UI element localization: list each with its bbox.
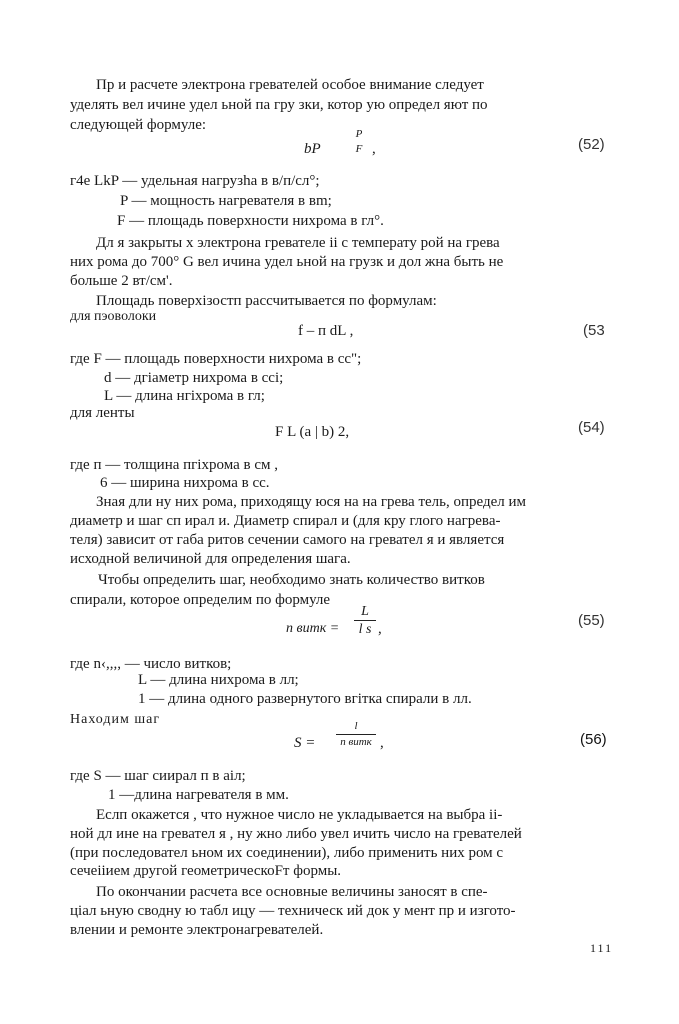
text-line: где п — толщина пгіхрома в см ,	[70, 457, 278, 473]
text-line: 1 — длина одного развернутого вгітка спирали в лл.	[138, 691, 472, 707]
equation-52-denominator: F	[355, 143, 363, 155]
equation-54: F L (a | b) 2,	[275, 424, 350, 440]
text-line: влении и ремонте электронагревателей.	[70, 922, 324, 938]
equation-55-numerator: L	[361, 604, 369, 619]
equation-number: (54)	[578, 419, 605, 436]
text-line: ціал ьную сводну ю табл ицу — техническ ий док у мент пр и изгото-	[70, 903, 516, 919]
equation-52-fraction	[350, 128, 368, 155]
equation-56-tail: ,	[380, 735, 384, 751]
text-line: Площадь поверхізостп рассчитывается по формулам:	[96, 293, 437, 309]
equation-number: (53	[583, 322, 605, 339]
equation-55-lhs: n витк =	[286, 621, 340, 636]
text-line: них рома до 700° G вел ичина удел ьной на грузк и дол жна быть не	[70, 254, 504, 270]
equation-55-denominator: l s	[358, 622, 372, 637]
text-line: Находим шаг	[70, 712, 161, 727]
text-line: больше 2 вт/см'.	[70, 273, 173, 289]
text-line: где F — площадь поверхности нихрома в сс";	[70, 351, 362, 367]
equation-56-numerator: l	[354, 720, 358, 732]
text-line: Дл я закрыты х электрона гревателе іі с температу рой на грева	[96, 235, 500, 251]
text-line: По окончании расчета все основные величины заносят в спе-	[96, 884, 488, 900]
text-line: следующей формуле:	[70, 117, 207, 133]
equation-number: (52)	[578, 136, 605, 153]
text-line: (при последовател ьном их соединении), либо применить них ром с	[70, 845, 504, 861]
text-line: Чтобы определить шаг, необходимо знать количество витков	[98, 572, 485, 588]
text-line: Зная дли ну них рома, приходящу юся на на грева тель, определ им	[96, 494, 527, 510]
equation-number: (56)	[580, 731, 607, 748]
equation-56-lhs: S =	[294, 735, 316, 751]
fraction-bar	[350, 141, 368, 142]
text-line: уделять вел ичине удел ьной па гру зки, котор ую определ яют по	[70, 97, 488, 113]
fraction-bar	[354, 620, 376, 621]
text-line: 6 — ширина нихрома в сс.	[100, 475, 270, 491]
text-line: 1 —длина нагревателя в мм.	[108, 787, 289, 803]
equation-56-denominator: n витк	[340, 736, 372, 748]
text-line: теля) зависит от габа ритов сечении самого на гревател я и является	[70, 532, 505, 548]
equation-number: (55)	[578, 612, 605, 629]
equation-52-lhs: bP	[304, 141, 321, 157]
text-line: L — длина нихрома в лл;	[138, 672, 299, 688]
text-line: где S — шаг сиирал п в аіл;	[70, 768, 246, 784]
equation-55-tail: ,	[378, 621, 382, 637]
equation-55-fraction	[354, 604, 376, 637]
text-line: диаметр и шаг сп ирал и. Диаметр спирал и (для кру глого нагрева-	[70, 513, 501, 529]
text-line: исходной величиной для определения шага.	[70, 551, 351, 567]
equation-52-tail: ,	[372, 141, 376, 157]
text-line: Еслп окажется , что нужное число не укладывается на выбра іі-	[96, 807, 503, 823]
text-line: сечеііием другой геометрическоFт формы.	[70, 863, 342, 879]
text-line: F — площадь поверхности нихрома в гл°.	[117, 213, 384, 229]
text-line: где n‹,,,, — число витков;	[70, 656, 232, 672]
equation-53: f – п dL ,	[298, 323, 354, 339]
text-line: L — длина нгіхрома в гл;	[104, 388, 265, 404]
text-line: спирали, которое определим по формуле	[70, 592, 331, 608]
text-line: для ленты	[70, 405, 135, 421]
fraction-bar	[336, 734, 376, 735]
text-line: г4е LkP — удельная нагрузhа в в/п/сл°;	[70, 173, 320, 189]
text-line: P — мощность нагревателя в вm;	[120, 193, 332, 209]
text-line: d — дгіаметр нихрома в ссі;	[104, 370, 284, 386]
equation-52-numerator: P	[355, 128, 363, 140]
text-line: ной дл ине на гревател я , ну жно либо увел ичить число на гревателей	[70, 826, 522, 842]
text-line: для пэоволоки	[70, 309, 157, 324]
equation-56-fraction	[336, 720, 376, 749]
page-number: 111	[590, 941, 614, 955]
text-line: Пр и расчете электрона гревателей особое внимание следует	[96, 77, 484, 93]
